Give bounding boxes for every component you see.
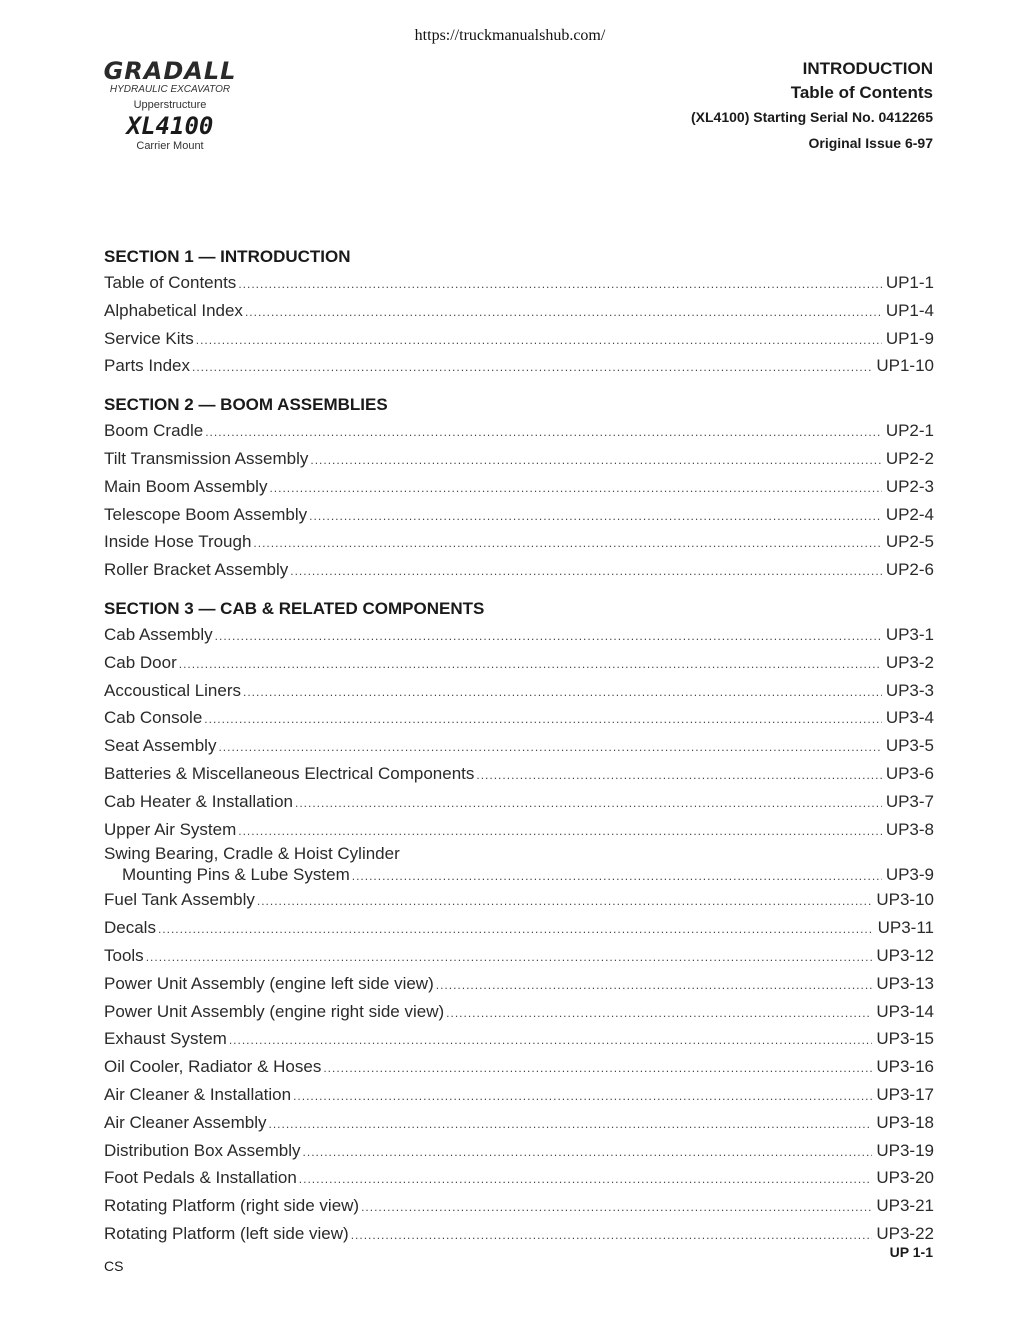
dot-leader — [229, 1027, 873, 1054]
entry-title: Swing Bearing, Cradle & Hoist Cylinder — [104, 844, 400, 864]
toc-entry[interactable] — [104, 943, 934, 971]
dot-leader — [299, 1166, 873, 1193]
dot-leader — [446, 1000, 872, 1027]
toc-entry[interactable] — [104, 474, 934, 502]
entry-title: Cab Heater & Installation — [104, 791, 293, 811]
toc-section — [104, 596, 934, 1249]
entry-title: Rotating Platform (left side view) — [104, 1223, 349, 1243]
dot-leader — [243, 679, 882, 706]
entry-page: UP2-5 — [885, 532, 934, 552]
toc-entry[interactable] — [104, 1221, 934, 1249]
entry-title: Power Unit Assembly (engine right side view) — [104, 1001, 445, 1021]
entry-title: Alphabetical Index — [104, 300, 243, 320]
entry-title: Boom Cradle — [104, 421, 204, 441]
entry-title: Roller Bracket Assembly — [104, 560, 289, 580]
entry-page: UP2-6 — [885, 560, 934, 580]
entry-title: Air Cleaner Assembly — [104, 1112, 267, 1132]
entry-title: Decals — [104, 918, 156, 938]
dot-leader — [303, 1139, 873, 1166]
entry-page: UP3-19 — [876, 1140, 934, 1160]
entry-page: UP3-5 — [885, 736, 934, 756]
dot-leader — [290, 558, 882, 585]
dot-leader — [436, 972, 873, 999]
section-title: SECTION 2 — BOOM ASSEMBLIES — [104, 395, 388, 415]
dot-leader — [218, 734, 881, 761]
entry-page: UP3-2 — [885, 652, 934, 672]
entry-page: UP3-21 — [876, 1196, 934, 1216]
toc-entry[interactable] — [104, 999, 934, 1027]
dot-leader — [146, 944, 873, 971]
footer-code: CS — [104, 1258, 124, 1274]
toc-entry[interactable] — [104, 326, 934, 354]
toc-entry[interactable] — [104, 678, 934, 706]
dot-leader — [257, 888, 872, 915]
entry-title: Telescope Boom Assembly — [104, 504, 308, 524]
entry-page: UP3-18 — [876, 1112, 934, 1132]
toc-entry[interactable] — [104, 789, 934, 817]
toc-entry[interactable] — [104, 1138, 934, 1166]
page-number: UP 1-1 — [889, 1244, 933, 1260]
entry-title: Cab Assembly — [104, 624, 213, 644]
entry-title: Parts Index — [104, 356, 190, 376]
entry-title-continued: Mounting Pins & Lube System — [122, 865, 350, 885]
toc-entry[interactable] — [104, 270, 934, 298]
entry-title: Power Unit Assembly (engine left side view) — [104, 973, 434, 993]
entry-title: Cab Console — [104, 708, 203, 728]
entry-page: UP3-7 — [885, 791, 934, 811]
entry-title: Rotating Platform (right side view) — [104, 1196, 360, 1216]
toc-entry[interactable] — [104, 887, 934, 915]
entry-title: Tools — [104, 945, 144, 965]
page-header — [691, 58, 933, 152]
dot-leader — [204, 706, 882, 733]
toc-entry[interactable] — [104, 844, 934, 887]
toc-entry[interactable] — [104, 298, 934, 326]
dot-leader — [351, 1222, 873, 1249]
toc-entry[interactable] — [104, 418, 934, 446]
toc-entry[interactable] — [104, 1193, 934, 1221]
entry-title: Upper Air System — [104, 819, 237, 839]
entry-page: UP3-4 — [885, 708, 934, 728]
entry-page: UP3-9 — [885, 865, 934, 885]
dot-leader — [196, 327, 882, 354]
header-title: Table of Contents — [790, 83, 933, 102]
entry-page: UP3-16 — [876, 1057, 934, 1077]
toc-entry[interactable] — [104, 1110, 934, 1138]
dot-leader — [476, 762, 881, 789]
toc-entry[interactable] — [104, 1082, 934, 1110]
entry-title: Service Kits — [104, 328, 194, 348]
entry-page: UP1-10 — [876, 356, 934, 376]
dot-leader — [269, 475, 881, 502]
toc-entry[interactable] — [104, 529, 934, 557]
toc-entry[interactable] — [104, 1054, 934, 1082]
header-issue: Original Issue 6-97 — [808, 135, 933, 151]
dot-leader — [215, 623, 882, 650]
toc-entry[interactable] — [104, 761, 934, 789]
gradall-logo — [100, 58, 240, 152]
toc-entry[interactable] — [104, 817, 934, 845]
logo-brand: GRADALL — [103, 57, 237, 85]
dot-leader — [238, 818, 882, 845]
entry-title: Accoustical Liners — [104, 680, 242, 700]
entry-page: UP2-3 — [885, 476, 934, 496]
entry-page: UP3-14 — [876, 1001, 934, 1021]
toc-entry[interactable] — [104, 446, 934, 474]
dot-leader — [238, 271, 882, 298]
dot-leader — [352, 865, 882, 887]
entry-title: Main Boom Assembly — [104, 476, 268, 496]
toc-section — [104, 392, 934, 585]
entry-page: UP3-8 — [885, 819, 934, 839]
dot-leader — [269, 1111, 873, 1138]
entry-page: UP3-3 — [885, 680, 934, 700]
dot-leader — [309, 503, 882, 530]
entry-page: UP2-1 — [885, 421, 934, 441]
dot-leader — [295, 790, 882, 817]
toc-entry[interactable] — [104, 1165, 934, 1193]
dot-leader — [158, 916, 874, 943]
logo-carrier: Carrier Mount — [136, 140, 204, 152]
dot-leader — [293, 1083, 872, 1110]
entry-page: UP2-2 — [885, 448, 934, 468]
entry-page: UP3-15 — [876, 1029, 934, 1049]
dot-leader — [245, 299, 882, 326]
toc-entry[interactable] — [104, 353, 934, 381]
logo-subtitle: HYDRAULIC EXCAVATOR — [109, 84, 231, 95]
dot-leader — [179, 651, 882, 678]
entry-title: Tilt Transmission Assembly — [104, 448, 309, 468]
entry-page: UP3-12 — [876, 945, 934, 965]
toc-entry[interactable] — [104, 915, 934, 943]
entry-page: UP1-1 — [885, 273, 934, 292]
entry-title: Distribution Box Assembly — [104, 1140, 301, 1160]
toc-entry[interactable] — [104, 622, 934, 650]
header-serial: (XL4100) Starting Serial No. 0412265 — [691, 109, 933, 125]
entry-page: UP1-9 — [885, 328, 934, 348]
dot-leader — [323, 1055, 872, 1082]
entry-page: UP3-1 — [885, 624, 934, 644]
entry-page: UP2-4 — [885, 504, 934, 524]
entry-title: Inside Hose Trough — [104, 532, 252, 552]
toc-entry[interactable] — [104, 650, 934, 678]
dot-leader — [253, 530, 881, 557]
toc-entry[interactable] — [104, 971, 934, 999]
entry-page: UP3-13 — [876, 973, 934, 993]
entry-page: UP3-6 — [885, 763, 934, 783]
toc-entry[interactable] — [104, 502, 934, 530]
toc-entry[interactable] — [104, 733, 934, 761]
entry-page: UP3-11 — [877, 918, 934, 938]
header-section: INTRODUCTION — [802, 59, 933, 78]
entry-page: UP3-20 — [876, 1168, 934, 1188]
entry-title: Oil Cooler, Radiator & Hoses — [104, 1057, 322, 1077]
entry-title: Air Cleaner & Installation — [104, 1084, 292, 1104]
entry-title: Foot Pedals & Installation — [104, 1168, 297, 1188]
section-title: SECTION 1 — INTRODUCTION — [104, 247, 351, 266]
logo-model: XL4100 — [126, 112, 214, 140]
entry-title: Fuel Tank Assembly — [104, 890, 255, 910]
toc-entry[interactable] — [104, 557, 934, 585]
toc-section — [104, 244, 934, 381]
dot-leader — [205, 419, 882, 446]
section-title: SECTION 3 — CAB & RELATED COMPONENTS — [104, 598, 485, 618]
entry-title: Cab Door — [104, 652, 177, 672]
logo-upper: Upperstructure — [133, 99, 207, 111]
table-of-contents — [104, 244, 934, 1260]
dot-leader — [310, 447, 881, 474]
entry-page: UP3-17 — [876, 1084, 934, 1104]
entry-page: UP1-4 — [885, 300, 934, 320]
dot-leader — [192, 354, 872, 381]
toc-entry[interactable] — [104, 1026, 934, 1054]
source-url[interactable]: https://truckmanualshub.com/ — [414, 27, 606, 44]
entry-page: UP3-22 — [876, 1223, 934, 1243]
toc-entry[interactable] — [104, 705, 934, 733]
entry-title: Seat Assembly — [104, 736, 217, 756]
entry-title: Table of Contents — [104, 273, 237, 292]
dot-leader — [361, 1194, 872, 1221]
entry-page: UP3-10 — [876, 890, 934, 910]
entry-title: Exhaust System — [104, 1029, 227, 1049]
entry-title: Batteries & Miscellaneous Electrical Components — [104, 763, 475, 783]
